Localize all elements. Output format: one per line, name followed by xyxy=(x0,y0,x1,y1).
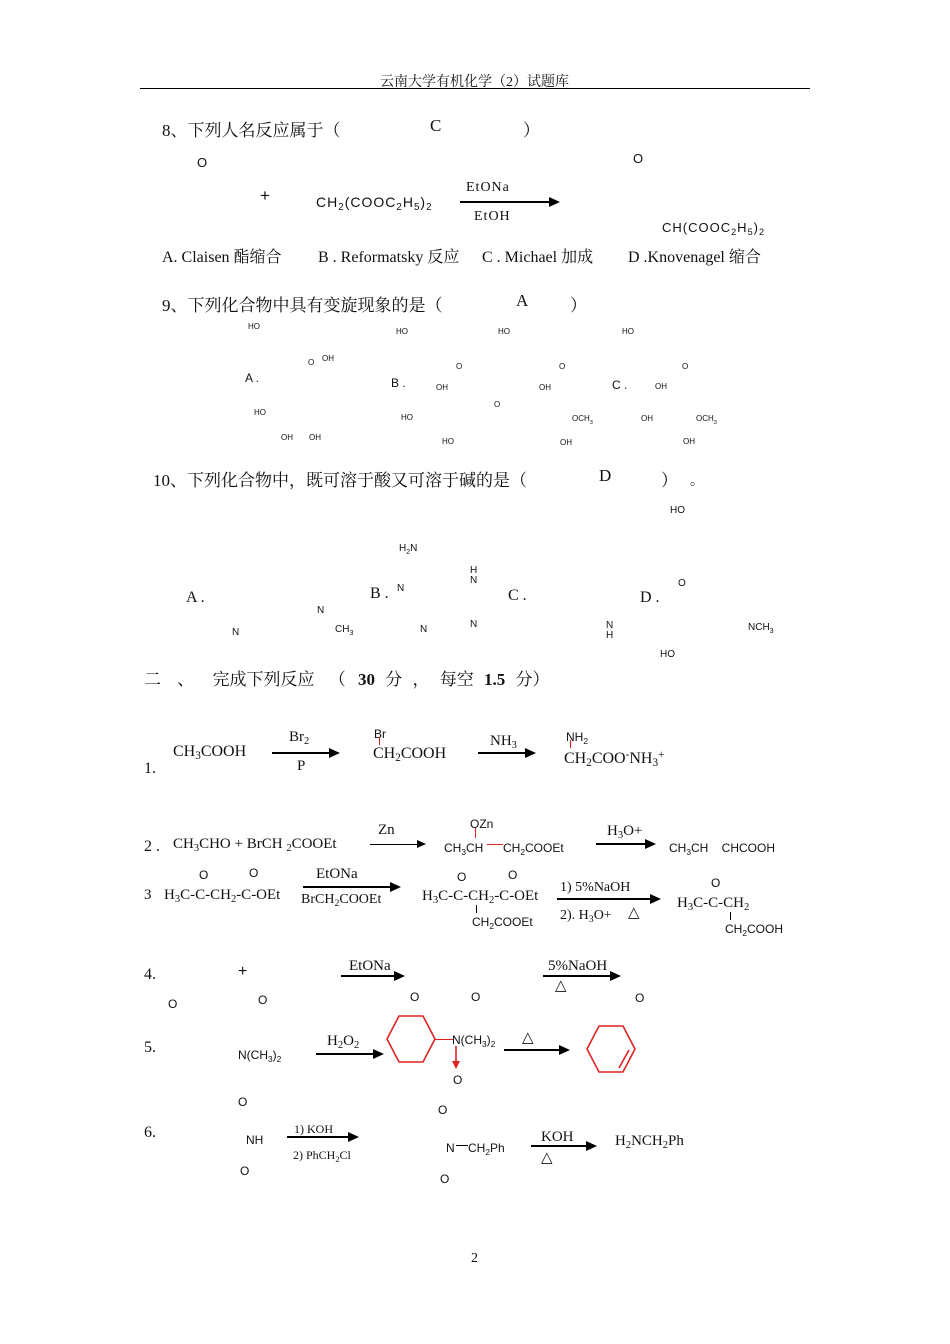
q8-reagent-2: (COOC xyxy=(344,194,397,210)
r6-rb-b: Cl xyxy=(339,1148,351,1162)
r6-i-b: Ph xyxy=(490,1141,505,1155)
r3-i-bond xyxy=(476,905,477,913)
r3-o-5: O xyxy=(711,876,721,890)
r1-product-2 xyxy=(564,749,664,769)
r1-p2-sub: 2 xyxy=(586,757,592,769)
r6-arrow-2 xyxy=(531,1145,595,1147)
r2-i-bond xyxy=(487,844,503,845)
q10-answer: D xyxy=(599,466,612,485)
q9-label-b: B . xyxy=(391,376,406,390)
r1-p2-nh: NH xyxy=(566,730,584,744)
r1-p2-sub-2: 3 xyxy=(652,757,659,769)
q9-c-atom-o: O xyxy=(682,362,689,371)
q10-b-ch: CH xyxy=(335,624,350,635)
q10-close: ） xyxy=(661,471,678,490)
q8-oxygen-1: O xyxy=(197,155,208,170)
q8-product-sub-2: 5 xyxy=(747,227,754,237)
r4-number: 4. xyxy=(144,966,156,983)
r5-i-a: N(CH xyxy=(452,1033,482,1047)
r1-product-1 xyxy=(373,745,446,764)
r6-o-3: O xyxy=(438,1103,448,1117)
r2-h: H xyxy=(607,823,618,839)
r5-start xyxy=(238,1048,281,1064)
q9-label-c: C . xyxy=(612,378,628,392)
r6-product xyxy=(615,1133,684,1151)
q8-reagent-sub-2: 2 xyxy=(396,202,403,213)
q10-d-atom-ho-1: HO xyxy=(670,505,685,516)
q8-product-3: ) xyxy=(753,220,759,235)
r3-ps-sub: 2 xyxy=(742,928,748,938)
q9-a-atom-oh-3: OH xyxy=(309,433,321,442)
r3-sm-sub: 3 xyxy=(174,894,181,905)
r2-sm-b: CHO + BrCH xyxy=(199,836,287,852)
r4-reagent-top: EtONa xyxy=(349,958,391,974)
q8-plus: + xyxy=(260,186,270,205)
r2-product xyxy=(669,841,775,857)
r5-sm-sub: 3 xyxy=(268,1054,273,1064)
r6-o-4: O xyxy=(440,1172,450,1186)
r6-n-bond xyxy=(456,1145,468,1146)
r5-sm-b: ) xyxy=(272,1048,277,1062)
r4-o-2: O xyxy=(258,993,268,1007)
r3-r2b-b: O+ xyxy=(593,908,612,923)
q10-label-c: C . xyxy=(508,587,527,604)
r2-i-a: CH xyxy=(444,841,462,855)
r1-nh-sub: 3 xyxy=(511,740,517,751)
r5-sm-sub-2: 2 xyxy=(276,1054,282,1064)
r3-is-sub: 2 xyxy=(489,921,495,931)
r1-reagent-2 xyxy=(490,733,517,751)
q9-answer: A xyxy=(516,291,529,310)
r3-product-sub xyxy=(725,922,783,938)
q9-c-och: OCH xyxy=(696,414,714,423)
r1-p2-plus: + xyxy=(658,749,665,761)
r3-o-2: O xyxy=(249,866,259,880)
r1-p1-b: COOH xyxy=(400,745,447,762)
r2-i-c: CH xyxy=(503,841,521,855)
r3-reagent-top: EtONa xyxy=(316,866,358,882)
q9-label-a: A . xyxy=(245,371,260,385)
r6-p-sub: 2 xyxy=(625,1140,632,1151)
r1-p1-sub: 2 xyxy=(395,752,401,764)
r1-p2-nh-sub: 2 xyxy=(583,736,589,746)
r2-intermediate xyxy=(444,841,483,857)
r5-sm-a: N(CH xyxy=(238,1048,268,1062)
r6-p-c: Ph xyxy=(668,1133,684,1149)
r3-p-bond xyxy=(730,912,731,920)
q9-a-atom-o: O xyxy=(308,358,315,367)
r3-product xyxy=(677,895,749,913)
r2-h-o: O+ xyxy=(623,823,643,839)
q9-c-atom-ho: HO xyxy=(622,327,634,336)
q8-option-a: A. Claisen 酯缩合 xyxy=(162,249,282,266)
section2-heading-close: 分） xyxy=(515,670,550,689)
r1-p1-br: Br xyxy=(374,727,386,741)
r6-reagent-bottom xyxy=(293,1148,351,1164)
r1-br: Br xyxy=(289,729,304,745)
q9-b-atom-ho-2: HO xyxy=(498,327,510,336)
r3-start xyxy=(164,887,280,905)
q10-label-a: A . xyxy=(186,589,205,606)
r2-h-sub: 3 xyxy=(617,830,624,841)
q10-d-nch: NCH xyxy=(748,622,770,633)
q9-b-atom-och3 xyxy=(572,414,593,426)
q9-b-atom-ho-1: HO xyxy=(396,327,408,336)
r3-i-b: C-C-CH xyxy=(438,888,489,904)
r3-intermediate xyxy=(422,888,538,906)
r6-arrow-1 xyxy=(287,1136,357,1138)
q8-condition-bottom: EtOH xyxy=(474,209,511,224)
r2-sm-c: COOEt xyxy=(291,836,337,852)
q10-b-atom-h2n xyxy=(399,543,417,556)
page-number: 2 xyxy=(471,1251,478,1266)
r3-is-a: CH xyxy=(472,915,490,929)
r3-o-4: O xyxy=(508,868,518,882)
r6-reagent-top: 1) KOH xyxy=(294,1122,333,1136)
r1-p1-a: CH xyxy=(373,745,396,762)
section2-heading-paren: （ xyxy=(328,670,346,689)
q9-c-atom-oh-1: OH xyxy=(655,382,667,391)
q10-c-atom-h-2: H xyxy=(606,630,614,641)
q10-b-atom-n-2: N xyxy=(317,605,325,616)
r6-rb-a: 2) PhCH xyxy=(293,1148,336,1162)
r5-n-oxide-arrow xyxy=(451,1046,461,1070)
q9-c-atom-oh-2: OH xyxy=(641,414,653,423)
q9-a-atom-oh-1: OH xyxy=(322,354,334,363)
r1-start xyxy=(173,743,246,762)
r1-number: 1. xyxy=(144,760,156,777)
r1-start-sub: 3 xyxy=(195,750,201,762)
q10-b-ch-sub: 3 xyxy=(349,630,354,637)
q8-option-b: B . Reformatsky 反应 xyxy=(318,249,460,266)
section2-heading-fen: 分 xyxy=(385,670,403,689)
r1-arrow-1 xyxy=(272,752,338,754)
q8-option-c: C . Michael 加成 xyxy=(482,249,594,266)
q8-product-2: H xyxy=(737,220,748,235)
section2-heading-each-points: 1.5 xyxy=(484,670,506,689)
q9-b-och: OCH xyxy=(572,414,590,423)
r1-p2-minus: - xyxy=(625,749,630,761)
q8-oxygen-2: O xyxy=(633,151,644,166)
r2-p-b: CH CHCOOH xyxy=(691,841,776,855)
r5-arrow-1 xyxy=(316,1053,382,1055)
r3-i-sub-2: 2 xyxy=(488,895,495,906)
q10-c-atom-h-1: H xyxy=(470,565,478,576)
r6-o-1: O xyxy=(238,1095,248,1109)
r4-arrow-1 xyxy=(341,975,403,977)
q10-stem: 10、下列化合物中，既可溶于酸又可溶于碱的是（ xyxy=(153,471,527,490)
q8-product-1: CH(COOC xyxy=(662,220,732,235)
q8-reagent-3: H xyxy=(402,194,414,210)
q8-reaction-arrow xyxy=(460,201,558,203)
q8-option-d: D .Knovenagel 缩合 xyxy=(628,249,761,266)
r5-ring-n-bond xyxy=(435,1039,453,1040)
r6-i-sub: 2 xyxy=(485,1147,491,1157)
section2-heading xyxy=(144,665,550,690)
q10-d-atom-nch3 xyxy=(748,622,774,635)
r2-ozn-bond xyxy=(475,828,476,838)
q9-b-atom-o-3: O xyxy=(559,362,566,371)
r3-reagent-2-top: 1) 5%NaOH xyxy=(560,880,631,895)
r4-o-3: O xyxy=(410,990,420,1004)
q8-close: ） xyxy=(523,121,540,140)
r2-arrow-1 xyxy=(370,844,424,845)
r6-reagent-2-top: KOH xyxy=(541,1129,574,1145)
r2-i-b: CH xyxy=(466,841,484,855)
q8-product xyxy=(662,220,765,237)
r2-sm-a: CH xyxy=(173,836,194,852)
r1-reagent-bottom: P xyxy=(297,758,306,774)
q8-reagent-1: CH xyxy=(316,194,339,210)
r1-p2-b: COO xyxy=(591,750,626,767)
section2-heading-each: 每空 xyxy=(439,670,474,689)
r3-o-1: O xyxy=(199,868,209,882)
r2-sm-sub-2: 2 xyxy=(286,843,292,854)
r5-n-oxide-o: O xyxy=(453,1073,463,1087)
r1-p2-bond xyxy=(570,740,571,748)
r5-i-b: ) xyxy=(486,1033,491,1047)
q9-b-atom-oh-3: OH xyxy=(560,438,572,447)
r3-p-a: H xyxy=(677,895,688,911)
r3-rb-sub: 2 xyxy=(334,898,340,909)
r2-i-sub: 3 xyxy=(461,847,467,857)
q8-reagent-sub-3: 5 xyxy=(413,202,421,213)
r5-cyclohexane-ring xyxy=(386,1014,436,1064)
r3-p-sub: 3 xyxy=(687,902,694,913)
q10-d-nch-sub: 3 xyxy=(769,628,774,635)
r1-p1-bond xyxy=(379,737,380,745)
q10-b-n: N xyxy=(410,543,418,554)
r6-p-sub-2: 2 xyxy=(662,1140,669,1151)
r1-start-b: COOH xyxy=(200,743,247,760)
r3-r2b-sub: 3 xyxy=(588,914,594,925)
r3-i-sub: 3 xyxy=(432,895,439,906)
q9-b-atom-ho-3: HO xyxy=(401,413,413,422)
r2-p-sub: 3 xyxy=(686,847,692,857)
r5-o: O xyxy=(343,1033,354,1049)
q8-product-sub-1: 2 xyxy=(731,227,738,237)
r4-plus: + xyxy=(238,963,248,980)
r3-p-b: C-C-CH xyxy=(693,895,744,911)
r3-o-3: O xyxy=(457,870,467,884)
q9-c-atom-oh-3: OH xyxy=(683,437,695,446)
q8-product-sub-3: 2 xyxy=(758,227,766,237)
r6-o-2: O xyxy=(240,1164,250,1178)
q10-tail: 。 xyxy=(690,474,704,489)
r2-intermediate-ozn: OZn xyxy=(470,817,494,831)
q8-reagent-4: ) xyxy=(420,194,427,210)
q9-a-atom-ho-bottom: HO xyxy=(254,408,266,417)
q10-label-d: D . xyxy=(640,589,660,606)
r3-arrow-2 xyxy=(557,898,659,900)
header-rule xyxy=(140,88,810,89)
r6-p-a: H xyxy=(615,1133,626,1149)
r6-p-b: NCH xyxy=(631,1133,663,1149)
q8-condition-top: EtONa xyxy=(466,180,510,195)
q10-b-atom-n-3: N xyxy=(420,624,428,635)
r3-i-a: H xyxy=(422,888,433,904)
r6-start-nh: NH xyxy=(246,1133,264,1147)
q10-c-atom-n-2: N xyxy=(470,619,478,630)
r2-i-sub-2: 2 xyxy=(520,847,526,857)
q9-close: ） xyxy=(570,296,587,315)
r5-cyclohexene-ring xyxy=(586,1024,636,1074)
r2-reagent-top: Zn xyxy=(378,822,395,838)
q9-c-atom-och3 xyxy=(696,414,717,426)
q10-b-atom-ch3 xyxy=(335,624,353,637)
q9-a-atom-ho-top: HO xyxy=(248,322,260,331)
r3-sm-c: -C-OEt xyxy=(236,887,281,903)
r1-nh: NH xyxy=(490,733,512,749)
r3-intermediate-sub xyxy=(472,915,533,931)
r1-arrow-2 xyxy=(478,752,534,754)
r5-i-sub: 3 xyxy=(482,1039,487,1049)
q8-answer: C xyxy=(430,116,442,135)
q10-c-atom-n-1: N xyxy=(470,575,478,586)
q9-a-atom-oh-2: OH xyxy=(281,433,293,442)
r2-reagent-2 xyxy=(607,823,642,841)
r3-rb-b: COOEt xyxy=(339,892,382,907)
r2-arrow-2 xyxy=(596,843,654,845)
r5-arrow-2 xyxy=(504,1049,568,1051)
r4-o-4: O xyxy=(471,990,481,1004)
r5-i-sub-2: 2 xyxy=(490,1039,496,1049)
r3-i-c: -C-OEt xyxy=(494,888,539,904)
r6-number: 6. xyxy=(144,1124,156,1141)
q9-b-och-sub: 3 xyxy=(589,420,593,426)
q10-b-h-sub: 2 xyxy=(406,549,411,556)
q9-stem: 9、下列化合物中具有变旋现象的是（ xyxy=(162,296,443,315)
r5-o-sub: 2 xyxy=(353,1040,360,1051)
q10-b-atom-n-1: N xyxy=(397,583,405,594)
r2-number: 2 . xyxy=(144,838,160,855)
section2-heading-points: 30 xyxy=(358,670,375,689)
r6-intermediate xyxy=(468,1141,505,1157)
r5-reagent-top xyxy=(327,1033,359,1051)
r3-reagent-bottom xyxy=(301,892,381,909)
r6-rb-sub: 2 xyxy=(335,1155,340,1164)
r1-p2-c: NH xyxy=(629,750,653,767)
r2-p-a: CH xyxy=(669,841,687,855)
r2-start xyxy=(173,836,337,854)
r3-sm-a: H xyxy=(164,887,175,903)
q9-b-atom-ho-4: HO xyxy=(442,437,454,446)
r1-start-a: CH xyxy=(173,743,196,760)
r4-reagent-2-top: 5%NaOH xyxy=(548,958,608,974)
q8-stem xyxy=(162,116,341,141)
q9-b-atom-oh-2: OH xyxy=(539,383,551,392)
r6-delta: △ xyxy=(541,1149,553,1166)
r3-sm-sub-2: 2 xyxy=(230,894,237,905)
r3-sm-b: C-C-CH xyxy=(180,887,231,903)
section2-heading-text: 完成下列反应 xyxy=(212,670,315,689)
q9-b-atom-o-1: O xyxy=(456,362,463,371)
r3-r2b-a: 2). H xyxy=(560,908,589,923)
r2-sm-sub: 3 xyxy=(193,843,200,854)
r3-rb-a: BrCH xyxy=(301,892,335,907)
r3-reagent-2-bottom xyxy=(560,908,612,925)
r3-is-b: COOEt xyxy=(494,915,533,929)
r2-i-d: COOEt xyxy=(525,841,564,855)
q10-d-atom-ho-2: HO xyxy=(660,649,675,660)
r1-reagent-top xyxy=(289,729,309,747)
r4-o-5: O xyxy=(635,991,645,1005)
q8-reagent-sub-4: 2 xyxy=(426,202,433,213)
r6-i-a: CH xyxy=(468,1141,486,1155)
q10-c-atom-n-3: N xyxy=(606,620,614,631)
q9-b-atom-oh-1: OH xyxy=(436,383,448,392)
r6-intermediate-n: N xyxy=(446,1141,455,1155)
q9-c-och-sub: 3 xyxy=(713,420,717,426)
r3-arrow-1 xyxy=(303,886,399,888)
r5-h-sub: 2 xyxy=(337,1040,344,1051)
r4-o-1: O xyxy=(168,997,178,1011)
page-header-title: 云南大学有机化学（2）试题库 xyxy=(380,75,569,90)
section2-heading-comma-2: ， xyxy=(412,670,430,689)
section2-heading-comma: 、 xyxy=(177,670,195,689)
r3-number: 3 xyxy=(144,887,152,903)
q10-a-atom-n: N xyxy=(232,627,240,638)
q8-stem-text: 8、下列人名反应属于（ xyxy=(162,121,341,140)
q8-reagent-sub-1: 2 xyxy=(338,202,345,213)
r5-number: 5. xyxy=(144,1039,156,1056)
r3-p-sub-2: 2 xyxy=(743,902,750,913)
r1-p2-a: CH xyxy=(564,750,587,767)
r5-delta: △ xyxy=(522,1029,534,1046)
q10-label-b: B . xyxy=(370,585,389,602)
r3-ps-a: CH xyxy=(725,922,743,936)
r3-ps-b: COOH xyxy=(747,922,784,936)
r2-intermediate-2 xyxy=(503,841,564,857)
r1-br-sub: 2 xyxy=(304,736,310,747)
q9-b-atom-o-2: O xyxy=(494,400,501,409)
q10-b-h: H xyxy=(399,543,407,554)
section2-heading-numeral: 二 xyxy=(144,670,161,689)
r3-delta: △ xyxy=(628,904,640,921)
q10-d-atom-o: O xyxy=(678,578,686,589)
r4-delta: △ xyxy=(555,977,567,994)
r5-h: H xyxy=(327,1033,338,1049)
q8-reagent xyxy=(316,194,433,213)
